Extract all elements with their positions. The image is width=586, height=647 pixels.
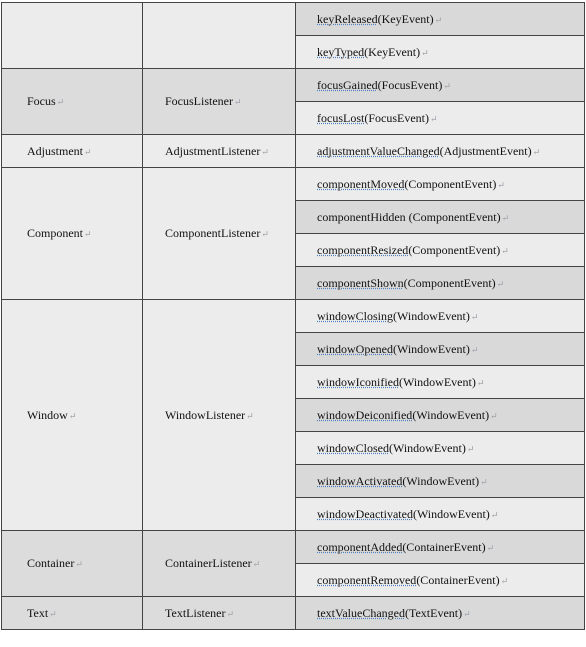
listener-method-cell <box>296 102 585 135</box>
method-argument: (WindowEvent) <box>392 341 470 356</box>
table-row <box>2 3 585 36</box>
paragraph-mark-icon: ↵ <box>421 47 429 58</box>
paragraph-mark-icon: ↵ <box>501 245 509 256</box>
listener-method-cell <box>296 531 585 564</box>
method-argument: (ComponentEvent) <box>408 242 501 257</box>
method-name: componentMoved <box>317 176 405 191</box>
event-type-cell <box>2 597 143 630</box>
event-type-label: Component <box>27 226 83 240</box>
paragraph-mark-icon: ↵ <box>490 410 498 421</box>
event-type-cell <box>2 69 143 135</box>
method-name: componentAdded <box>317 539 403 554</box>
listener-method-cell <box>296 432 585 465</box>
paragraph-mark-icon: ↵ <box>496 278 505 289</box>
method-argument: (WindowEvent) <box>389 440 466 455</box>
paragraph-mark-icon: ↵ <box>497 179 505 190</box>
method-name: keyTyped <box>317 44 365 59</box>
listener-method-cell <box>296 36 585 69</box>
paragraph-mark-icon: ↵ <box>443 80 451 91</box>
table-row <box>2 135 585 168</box>
method-name: windowDeactivated <box>317 506 413 521</box>
paragraph-mark-icon: ↵ <box>49 608 57 619</box>
event-type-cell <box>2 3 143 69</box>
method-argument: (WindowEvent) <box>412 506 490 521</box>
paragraph-mark-icon: ↵ <box>84 146 92 157</box>
listener-method-cell <box>296 300 585 333</box>
listener-method-cell <box>296 465 585 498</box>
listener-method-cell <box>296 267 585 300</box>
paragraph-mark-icon: ↵ <box>463 608 471 619</box>
method-argument: (ComponentEvent) <box>404 176 497 191</box>
method-name: windowActivated <box>317 473 403 488</box>
listener-interface-label: ComponentListener <box>165 226 261 240</box>
method-name: windowOpened <box>317 341 393 356</box>
table-row <box>2 597 585 630</box>
method-name: focusLost <box>317 110 365 125</box>
paragraph-mark-icon: ↵ <box>532 146 541 157</box>
listener-interface-cell <box>143 531 296 597</box>
paragraph-mark-icon: ↵ <box>84 229 92 239</box>
table-row <box>2 69 585 102</box>
method-argument: (WindowEvent) <box>393 308 470 323</box>
event-type-cell <box>2 531 143 597</box>
listener-interface-cell <box>143 300 296 531</box>
method-argument: (WindowEvent) <box>402 473 480 488</box>
method-argument: (WindowEvent) <box>412 407 490 422</box>
paragraph-mark-icon: ↵ <box>486 542 495 553</box>
event-type-label: Window <box>27 407 68 422</box>
method-argument: (ContainerEvent) <box>402 539 486 554</box>
listener-interface-label: FocusListener <box>165 94 233 108</box>
listener-method-table <box>1 2 585 630</box>
table-row <box>2 300 585 333</box>
method-argument: (FocusEvent) <box>364 110 429 125</box>
method-name: componentResized <box>317 242 409 257</box>
event-type-cell <box>2 300 143 531</box>
method-name: windowDeiconified <box>317 407 413 422</box>
method-name: windowClosed <box>317 440 389 455</box>
method-name: componentRemoved <box>317 572 417 587</box>
listener-method-cell <box>296 333 585 366</box>
method-argument: (AdjustmentEvent) <box>439 143 532 158</box>
listener-method-cell <box>296 597 585 630</box>
paragraph-mark-icon: ↵ <box>68 410 77 421</box>
listener-method-cell <box>296 366 585 399</box>
method-name: keyReleased <box>317 11 378 26</box>
method-argument: (TextEvent) <box>404 605 463 620</box>
paragraph-mark-icon: ↵ <box>500 575 509 586</box>
method-argument: (KeyEvent) <box>377 11 434 26</box>
listener-method-cell <box>296 234 585 267</box>
event-type-label: Focus <box>27 94 56 108</box>
method-argument: (ComponentEvent) <box>405 209 501 224</box>
listener-interface-cell <box>143 168 296 300</box>
listener-method-cell <box>296 498 585 531</box>
listener-interface-label: AdjustmentListener <box>165 143 261 158</box>
event-type-label: Adjustment <box>27 143 83 158</box>
event-type-cell <box>2 135 143 168</box>
listener-method-cell <box>296 399 585 432</box>
listener-method-cell <box>296 168 585 201</box>
paragraph-mark-icon: ↵ <box>246 410 254 421</box>
event-type-label: Text <box>27 605 49 620</box>
paragraph-mark-icon: ↵ <box>226 608 235 619</box>
paragraph-mark-icon: ↵ <box>466 443 475 454</box>
paragraph-mark-icon: ↵ <box>476 377 485 388</box>
event-type-label: Container <box>27 556 75 570</box>
event-type-cell <box>2 168 143 300</box>
method-name: windowIconified <box>317 374 399 389</box>
method-argument: (ContainerEvent) <box>416 572 500 587</box>
paragraph-mark-icon: ↵ <box>434 14 443 25</box>
method-name: componentShown <box>317 275 404 290</box>
listener-interface-cell <box>143 135 296 168</box>
listener-method-cell <box>296 201 585 234</box>
listener-method-cell <box>296 69 585 102</box>
listener-interface-cell <box>143 597 296 630</box>
listener-interface-label: ContainerListener <box>165 556 252 570</box>
paragraph-mark-icon: ↵ <box>56 97 65 107</box>
method-name: focusGained <box>317 77 378 92</box>
paragraph-mark-icon: ↵ <box>490 509 499 520</box>
table-row <box>2 531 585 564</box>
listener-method-cell <box>296 3 585 36</box>
listener-interface-label: WindowListener <box>165 407 246 422</box>
listener-method-cell <box>296 564 585 597</box>
method-argument: (WindowEvent) <box>398 374 476 389</box>
paragraph-mark-icon: ↵ <box>261 229 269 239</box>
paragraph-mark-icon: ↵ <box>261 146 269 157</box>
method-name: windowClosing <box>317 308 394 323</box>
paragraph-mark-icon: ↵ <box>429 113 438 124</box>
table-body <box>2 3 585 630</box>
method-name: componentHidden <box>317 209 406 224</box>
paragraph-mark-icon: ↵ <box>480 476 488 487</box>
method-argument: (KeyEvent) <box>364 44 421 59</box>
method-name: adjustmentValueChanged <box>317 143 440 158</box>
paragraph-mark-icon: ↵ <box>234 97 242 107</box>
paragraph-mark-icon: ↵ <box>470 311 479 322</box>
listener-interface-cell <box>143 3 296 69</box>
method-argument: (ComponentEvent) <box>403 275 496 290</box>
paragraph-mark-icon: ↵ <box>470 344 479 355</box>
listener-method-cell <box>296 135 585 168</box>
listener-interface-label: TextListener <box>165 605 226 620</box>
paragraph-mark-icon: ↵ <box>501 212 510 223</box>
method-name: textValueChanged <box>317 605 405 620</box>
paragraph-mark-icon: ↵ <box>75 559 83 569</box>
table-row <box>2 168 585 201</box>
method-argument: (FocusEvent) <box>377 77 443 92</box>
listener-interface-cell <box>143 69 296 135</box>
paragraph-mark-icon: ↵ <box>252 559 261 569</box>
